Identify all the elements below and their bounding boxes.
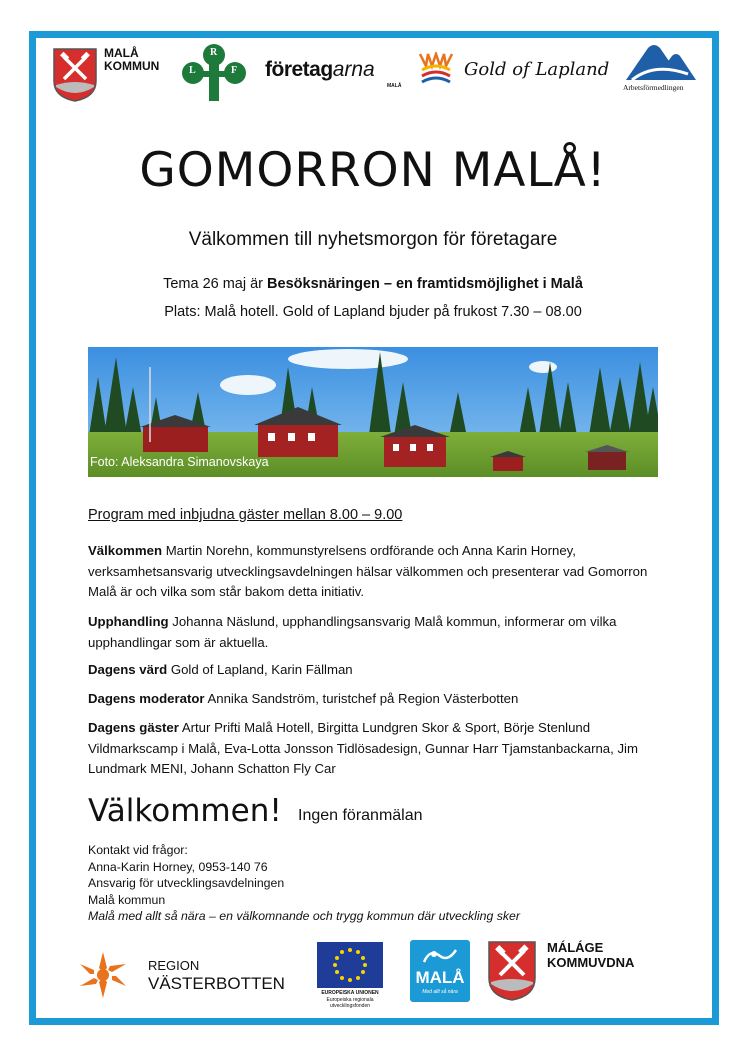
- no-registration: Ingen föranmälan: [298, 807, 423, 824]
- program-item: [88, 718, 668, 780]
- arbetsformedlingen-logo: [622, 44, 702, 96]
- mala-kommun-line-2: KOMMUN: [104, 59, 160, 73]
- program-item-text: Johanna Näslund, upphandlingsansvarig Malå kommun, informerar om vilka upphandlingar som är aktuella.: [88, 614, 617, 650]
- gold-of-lapland-logo: [418, 52, 614, 90]
- program-item-label: Upphandling: [88, 614, 169, 629]
- mala-kommun-logo: [52, 47, 172, 105]
- eu-label-1: EUROPEISKA UNIONEN: [321, 990, 379, 996]
- program-item-text: Gold of Lapland, Karin Fällman: [167, 662, 353, 677]
- program-item-label: Dagens gäster: [88, 720, 179, 735]
- program-heading: Program med inbjudna gäster mellan 8.00 – 9.00: [88, 507, 403, 523]
- theme-bold: Besöksnäringen – en framtidsmöjlighet i Malå: [267, 276, 583, 292]
- gold-of-lapland-text: Gold of Lapland: [464, 59, 610, 80]
- welcome-big: Välkommen!: [88, 793, 282, 829]
- program-item-label: Dagens värd: [88, 662, 168, 677]
- mala-badge-text: MALÅ: [415, 968, 465, 987]
- eu-flag-icon: [317, 942, 383, 988]
- eu-logo: [316, 942, 384, 1012]
- lrf-letter-f: F: [231, 65, 238, 76]
- program-item: [88, 660, 668, 681]
- malage-kommuvdna-logo: [487, 940, 657, 1002]
- program-item-text: Martin Norehn, kommunstyrelsens ordförande och Anna Karin Horney, verksamhetsansvarig utvecklingsavdelningen hälsar välkommen och presenterar vad Gomorron Malå är och vilka som står bakom detta initiativ.: [88, 543, 648, 599]
- mala-kommun-line-1: MALÅ: [104, 46, 139, 60]
- eu-label-3: utvecklingsfonden: [329, 1003, 371, 1009]
- malage-shield-icon: [487, 940, 537, 1002]
- mala-badge-swirl-icon: [420, 946, 460, 968]
- foretagarna-main: företag: [265, 58, 333, 81]
- mala-badge-logo: [410, 940, 470, 1002]
- contact-line: Ansvarig för utvecklingsavdelningen: [88, 876, 285, 890]
- contact-line: Kontakt vid frågor:: [88, 843, 188, 857]
- place-line: Plats: Malå hotell. Gold of Lapland bjuder på frukost 7.30 – 08.00: [164, 304, 582, 320]
- program-item-text: Artur Prifti Malå Hotell, Birgitta Lundgren Skor & Sport, Börje Stenlund Vildmarkscamp i Malå, Eva-Lotta Jonsson Tidlösadesign, Gunnar Harr Tjamstanbackarna, Jim Lundmark MENI, Johann Schatton Fly Car: [88, 720, 638, 776]
- page-title: GOMORRON MALÅ!: [139, 143, 607, 198]
- lrf-logo: [178, 43, 250, 101]
- lrf-letter-l: L: [189, 65, 196, 76]
- arbetsformedlingen-emblem-icon: [624, 44, 698, 82]
- region-label-2: VÄSTERBOTTEN: [148, 974, 285, 993]
- program-item: [88, 541, 668, 603]
- region-label-1: REGION: [148, 958, 200, 973]
- foretagarna-italic: arna: [332, 58, 375, 81]
- theme-line: [0, 276, 746, 292]
- foretagarna-sub: MALÅ: [387, 83, 402, 89]
- eu-label-2: Europeiska regionala: [326, 997, 374, 1003]
- contact-line: Malå kommun: [88, 892, 166, 907]
- gold-of-lapland-emblem-icon: [418, 52, 454, 88]
- theme-prefix: Tema 26 maj är: [163, 276, 268, 292]
- tagline: Malå med allt så nära – en välkomnande och trygg kommun där utveckling sker: [88, 909, 520, 923]
- contact-block: [88, 842, 520, 925]
- region-vasterbotten-logo: [76, 950, 316, 1002]
- program-item: [88, 689, 668, 710]
- foretagarna-logo: [265, 58, 410, 90]
- landscape-photo: [88, 347, 658, 477]
- program-item-label: Välkommen: [88, 543, 163, 558]
- contact-line: Anna-Karin Horney, 0953-140 76: [88, 859, 268, 874]
- subtitle: Välkommen till nyhetsmorgon för företagare: [188, 229, 558, 250]
- arbetsformedlingen-text: Arbetsförmedlingen: [623, 83, 684, 92]
- malage-line-1: MÁLÁGE: [547, 940, 604, 955]
- program-item: [88, 612, 668, 653]
- mala-shield-icon: [52, 47, 98, 103]
- malage-line-2: KOMMUVDNA: [547, 955, 635, 970]
- program-item-label: Dagens moderator: [88, 691, 205, 706]
- program-item-text: Annika Sandström, turistchef på Region Västerbotten: [204, 691, 519, 706]
- region-sun-icon: [76, 950, 130, 1000]
- mala-badge-sub: Med allt så nära: [422, 989, 458, 995]
- photo-caption: Foto: Aleksandra Simanovskaya: [90, 455, 269, 469]
- lrf-letter-r: R: [210, 47, 218, 58]
